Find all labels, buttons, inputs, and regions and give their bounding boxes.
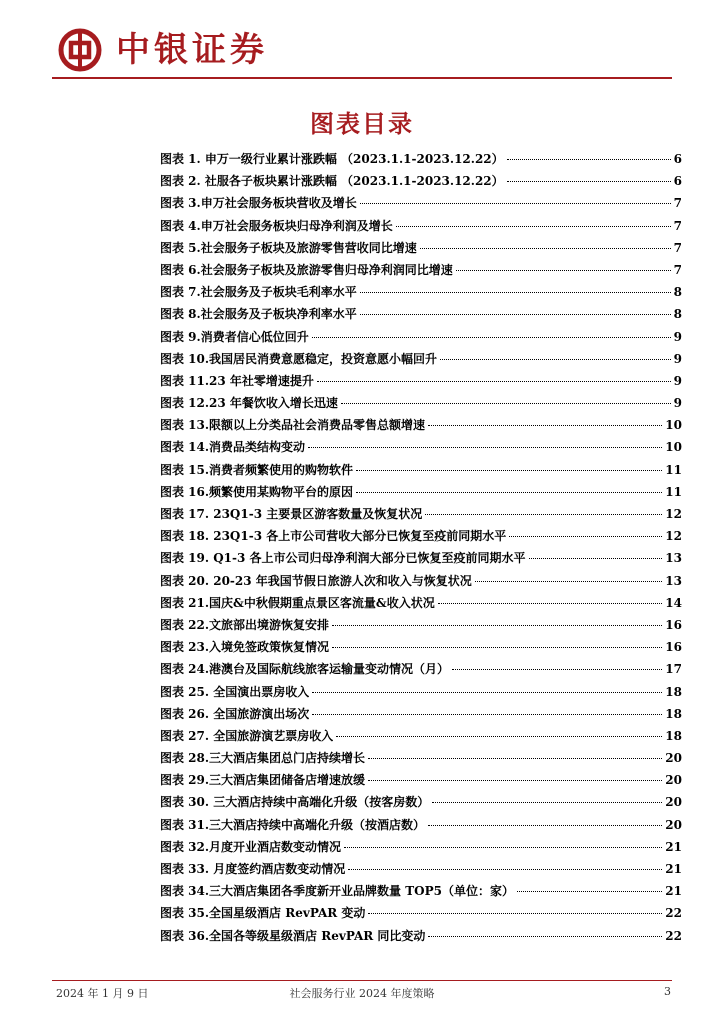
bank-of-china-logo-icon (58, 28, 102, 72)
toc-entry-page: 9 (673, 373, 682, 388)
toc-entry-label: 图表 10.我国居民消费意愿稳定，投资意愿小幅回升 (160, 351, 438, 366)
toc-entry-page: 13 (665, 573, 682, 588)
toc-entry-page: 13 (665, 551, 682, 566)
toc-entry[interactable] (160, 725, 682, 747)
toc-entry[interactable] (160, 503, 682, 525)
toc-entry-page: 7 (673, 262, 682, 277)
toc-entry[interactable] (160, 170, 682, 192)
toc-entry[interactable] (160, 681, 682, 703)
page-title: 图表目录 (310, 110, 414, 138)
toc-entry-page: 20 (665, 773, 682, 788)
toc-entry-label: 图表 19. Q1-3 各上市公司归母净利润大部分已恢复至疫前同期水平 (160, 551, 526, 566)
toc-entry-label: 图表 25. 全国演出票房收入 (160, 684, 310, 699)
toc-entry[interactable] (160, 525, 682, 547)
toc-leader-dots (507, 159, 671, 160)
toc-leader-dots (432, 802, 662, 803)
toc-entry-label: 图表 13.限额以上分类品社会消费品零售总额增速 (160, 418, 426, 433)
toc-entry-label: 图表 32.月度开业酒店数变动情况 (160, 839, 342, 854)
toc-entry-page: 9 (673, 351, 682, 366)
toc-leader-dots (438, 603, 663, 604)
toc-entry-page: 22 (665, 906, 682, 921)
toc-entry-page: 9 (673, 329, 682, 344)
toc-entry-label: 图表 34.三大酒店集团各季度新开业品牌数量 TOP5（单位：家） (160, 884, 514, 899)
brand-name: 中银证券 (116, 30, 268, 70)
toc-leader-dots (356, 470, 662, 471)
toc-entry[interactable] (160, 281, 682, 303)
toc-leader-dots (360, 292, 671, 293)
toc-entry-label: 图表 16.频繁使用某购物平台的原因 (160, 484, 354, 499)
footer-date: 2024 年 1 月 9 日 (56, 987, 149, 1000)
toc-leader-dots (332, 625, 662, 626)
toc-entry-label: 图表 23.入境免签政策恢复情况 (160, 640, 330, 655)
toc-entry[interactable] (160, 392, 682, 414)
toc-entry-page: 16 (665, 617, 682, 632)
toc-entry[interactable] (160, 836, 682, 858)
toc-entry-label: 图表 3.申万社会服务板块营收及增长 (160, 196, 357, 211)
toc-entry-label: 图表 20. 20-23 年我国节假日旅游人次和收入与恢复状况 (160, 573, 472, 588)
toc-entry[interactable] (160, 858, 682, 880)
toc-entry-page: 7 (673, 240, 682, 255)
toc-entry-label: 图表 2. 社服各子板块累计涨跌幅 （2023.1.1-2023.12.22） (160, 174, 504, 189)
toc-entry-page: 7 (673, 218, 682, 233)
toc-leader-dots (312, 692, 662, 693)
toc-entry-page: 21 (665, 862, 682, 876)
toc-leader-dots (312, 714, 662, 715)
toc-entry-page: 16 (665, 640, 682, 655)
toc-entry[interactable] (160, 791, 682, 813)
toc-entry[interactable] (160, 658, 682, 680)
toc-entry-label: 图表 30. 三大酒店持续中高端化升级（按客房数） (160, 795, 430, 810)
toc-entry-page: 8 (673, 307, 682, 322)
toc-leader-dots (308, 447, 662, 448)
toc-entry-label: 图表 28.三大酒店集团总门店持续增长 (160, 751, 366, 766)
toc-entry[interactable] (160, 481, 682, 503)
toc-leader-dots (456, 270, 671, 271)
toc-entry-page: 9 (673, 396, 682, 411)
toc-entry-label: 图表 35.全国星级酒店 RevPAR 变动 (160, 906, 366, 921)
toc-entry-label: 图表 26. 全国旅游演出场次 (160, 706, 310, 721)
toc-entry[interactable] (160, 303, 682, 325)
toc-entry-page: 20 (665, 795, 682, 810)
toc-leader-dots (440, 359, 671, 360)
toc-entry-page: 8 (673, 285, 682, 300)
toc-entry-label: 图表 6.社会服务子板块及旅游零售归母净利润同比增速 (160, 262, 453, 277)
page-header (52, 22, 672, 78)
toc-entry-label: 图表 15.消费者频繁使用的购物软件 (160, 462, 354, 477)
toc-leader-dots (529, 558, 663, 559)
toc-leader-dots (425, 514, 662, 515)
toc-entry-page: 12 (665, 507, 682, 521)
toc-leader-dots (368, 758, 662, 759)
toc-entry-page: 6 (673, 152, 682, 166)
toc-entry-label: 图表 36.全国各等级星级酒店 RevPAR 同比变动 (160, 928, 426, 943)
toc-entry-label: 图表 18. 23Q1-3 各上市公司营收大部分已恢复至疫前同期水平 (160, 529, 507, 544)
toc-leader-dots (507, 181, 671, 182)
toc-entry[interactable] (160, 237, 682, 259)
toc-entry-page: 18 (665, 728, 682, 743)
toc-entry-page: 11 (665, 462, 682, 477)
toc-entry-page: 18 (665, 684, 682, 699)
toc-leader-dots (368, 780, 662, 781)
toc-entry[interactable] (160, 547, 682, 569)
toc-leader-dots (336, 736, 662, 737)
toc-entry-label: 图表 7.社会服务及子板块毛利率水平 (160, 285, 357, 300)
footer-page-number: 3 (664, 985, 671, 998)
toc-entry-label: 图表 1. 申万一级行业累计涨跌幅 （2023.1.1-2023.12.22） (160, 152, 504, 166)
toc-entry[interactable] (160, 259, 682, 281)
toc-leader-dots (341, 403, 671, 404)
toc-entry-label: 图表 27. 全国旅游演艺票房收入 (160, 728, 334, 743)
toc-entry-page: 22 (665, 928, 682, 943)
toc-entry-label: 图表 33. 月度签约酒店数变动情况 (160, 862, 346, 876)
toc-entry[interactable] (160, 326, 682, 348)
toc-leader-dots (368, 913, 662, 914)
toc-entry[interactable] (160, 769, 682, 791)
toc-leader-dots (312, 337, 671, 338)
toc-leader-dots (360, 314, 671, 315)
toc-entry[interactable] (160, 570, 682, 592)
toc-entry[interactable] (160, 192, 682, 214)
toc-entry-page: 7 (673, 196, 682, 211)
toc-entry[interactable] (160, 370, 682, 392)
toc-entry-label: 图表 22.文旅部出境游恢复安排 (160, 617, 330, 632)
toc-entry[interactable] (160, 148, 682, 170)
toc-entry-label: 图表 17. 23Q1-3 主要景区游客数量及恢复状况 (160, 507, 423, 521)
toc-entry-page: 21 (665, 839, 682, 854)
toc-entry-page: 14 (665, 595, 682, 610)
toc-entry-page: 10 (665, 418, 682, 433)
toc-entry-label: 图表 9.消费者信心低位回升 (160, 329, 309, 344)
toc-entry-label: 图表 12.23 年餐饮收入增长迅速 (160, 396, 338, 411)
toc-entry-label: 图表 29.三大酒店集团储备店增速放缓 (160, 773, 366, 788)
toc-entry[interactable] (160, 592, 682, 614)
toc-entry[interactable] (160, 902, 682, 924)
toc-entry[interactable] (160, 215, 682, 237)
toc-entry-page: 10 (665, 440, 682, 455)
toc-entry-label: 图表 4.申万社会服务板块归母净利润及增长 (160, 218, 393, 233)
toc-leader-dots (396, 226, 671, 227)
footer-report-title: 社会服务行业 2024 年度策略 (289, 987, 435, 1000)
toc-entry-label: 图表 14.消费品类结构变动 (160, 440, 306, 455)
toc-leader-dots (344, 847, 662, 848)
toc-entry[interactable] (160, 880, 682, 902)
toc-entry-label: 图表 24.港澳台及国际航线旅客运输量变动情况（月） (160, 662, 450, 677)
table-of-figures (160, 148, 682, 947)
toc-entry-page: 21 (665, 884, 682, 899)
toc-leader-dots (475, 581, 663, 582)
toc-entry-label: 图表 8.社会服务及子板块净利率水平 (160, 307, 357, 322)
toc-entry-page: 20 (665, 751, 682, 766)
toc-leader-dots (428, 425, 662, 426)
toc-entry[interactable] (160, 414, 682, 436)
footer-divider (52, 980, 672, 981)
toc-entry[interactable] (160, 436, 682, 458)
toc-entry-page: 11 (665, 484, 682, 499)
toc-leader-dots (332, 647, 662, 648)
toc-entry[interactable] (160, 614, 682, 636)
toc-leader-dots (360, 203, 671, 204)
toc-entry-page: 6 (673, 174, 682, 189)
toc-entry[interactable] (160, 459, 682, 481)
toc-leader-dots (428, 825, 662, 826)
toc-entry-page: 17 (665, 662, 682, 677)
header-divider (52, 77, 672, 79)
toc-leader-dots (420, 248, 671, 249)
toc-entry-page: 12 (665, 529, 682, 544)
toc-entry-label: 图表 5.社会服务子板块及旅游零售营收同比增速 (160, 240, 417, 255)
toc-entry-label: 图表 21.国庆&中秋假期重点景区客流量&收入状况 (160, 595, 435, 610)
toc-leader-dots (452, 669, 662, 670)
toc-entry-page: 18 (665, 706, 682, 721)
toc-leader-dots (317, 381, 671, 382)
toc-leader-dots (356, 492, 662, 493)
toc-entry[interactable] (160, 814, 682, 836)
toc-entry[interactable] (160, 348, 682, 370)
toc-entry[interactable] (160, 925, 682, 947)
toc-entry-label: 图表 31.三大酒店持续中高端化升级（按酒店数） (160, 817, 426, 832)
toc-entry[interactable] (160, 703, 682, 725)
toc-leader-dots (509, 536, 662, 537)
toc-entry[interactable] (160, 747, 682, 769)
toc-leader-dots (348, 869, 662, 870)
toc-entry[interactable] (160, 636, 682, 658)
toc-entry-page: 20 (665, 817, 682, 832)
toc-leader-dots (517, 891, 662, 892)
toc-entry-label: 图表 11.23 年社零增速提升 (160, 373, 314, 388)
toc-leader-dots (428, 936, 662, 937)
